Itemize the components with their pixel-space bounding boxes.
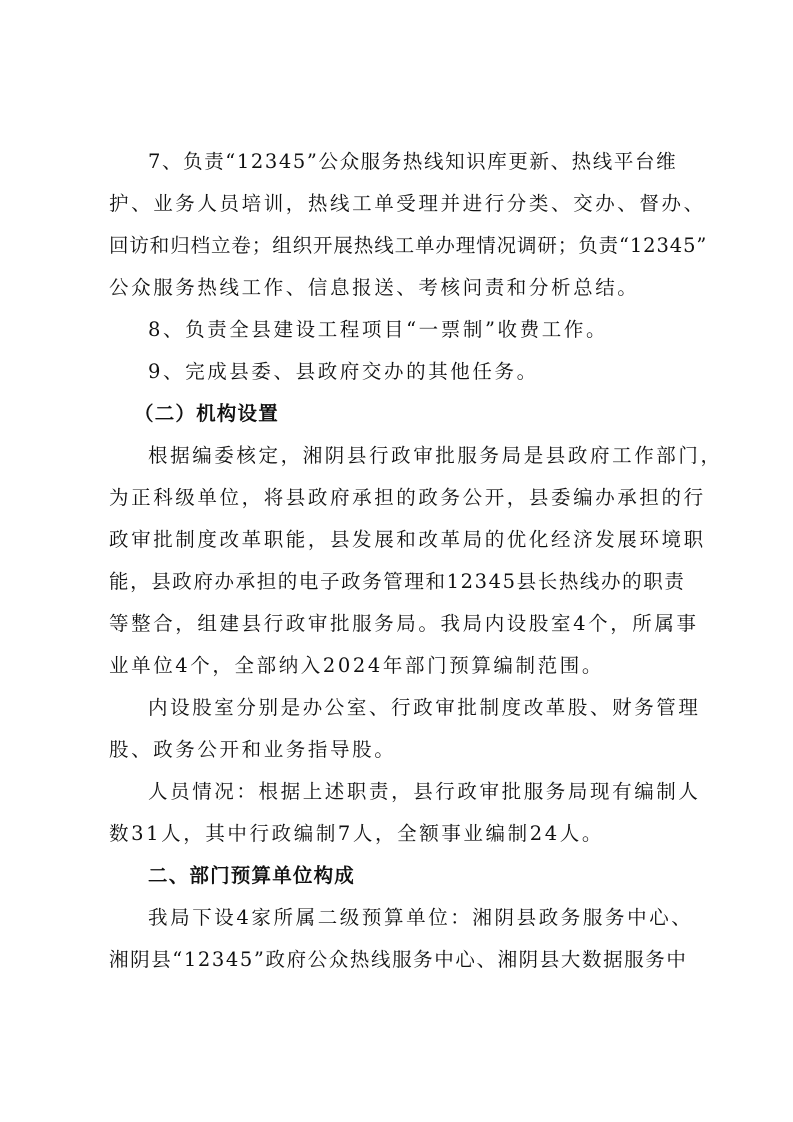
item7-line-2: 护、业务人员培训，热线工单受理并进行分类、交办、督办、 <box>109 192 706 215</box>
org-paragraph-line-1: 根据编委核定，湘阴县行政审批服务局是县政府工作部门， <box>148 444 723 467</box>
org-paragraph-line-6: 业单位4个，全部纳入2024年部门预算编制范围。 <box>109 654 604 677</box>
org-paragraph-line-4: 能，县政府办承担的电子政务管理和12345县长热线办的职责 <box>109 570 686 593</box>
item7-line-4: 公众服务热线工作、信息报送、考核问责和分析总结。 <box>109 276 640 299</box>
item8-text: 8、负责全县建设工程项目“一票制”收费工作。 <box>148 318 609 341</box>
offices-paragraph-line-2: 股、政务公开和业务指导股。 <box>109 738 397 761</box>
budget-paragraph-line-2: 湘阴县“12345”政府公众热线服务中心、湘阴县大数据服务中 <box>109 948 688 971</box>
item7-line-3: 回访和归档立卷；组织开展热线工单办理情况调研；负责“12345” <box>109 234 708 257</box>
section-org-heading: （二）机构设置 <box>134 402 279 425</box>
org-paragraph-line-2: 为正科级单位，将县政府承担的政务公开，县委编办承担的行 <box>109 486 706 509</box>
org-paragraph-line-3: 政审批制度改革职能，县发展和改革局的优化经济发展环境职 <box>109 528 706 551</box>
item9-text: 9、完成县委、县政府交办的其他任务。 <box>148 360 539 383</box>
org-paragraph-line-5: 等整合，组建县行政审批服务局。我局内设股室4个，所属事 <box>109 612 699 635</box>
offices-paragraph-line-1: 内设股室分别是办公室、行政审批制度改革股、财务管理 <box>148 696 701 719</box>
item7-line-1: 7、负责“12345”公众服务热线知识库更新、热线平台维 <box>148 150 678 173</box>
budget-paragraph-line-1: 我局下设4家所属二级预算单位：湘阴县政务服务中心、 <box>148 906 694 929</box>
staff-paragraph-line-1: 人员情况：根据上述职责，县行政审批服务局现有编制人 <box>148 780 701 803</box>
staff-paragraph-line-2: 数31人，其中行政编制7人，全额事业编制24人。 <box>109 822 604 845</box>
section-budget-heading: 二、部门预算单位构成 <box>148 864 356 887</box>
